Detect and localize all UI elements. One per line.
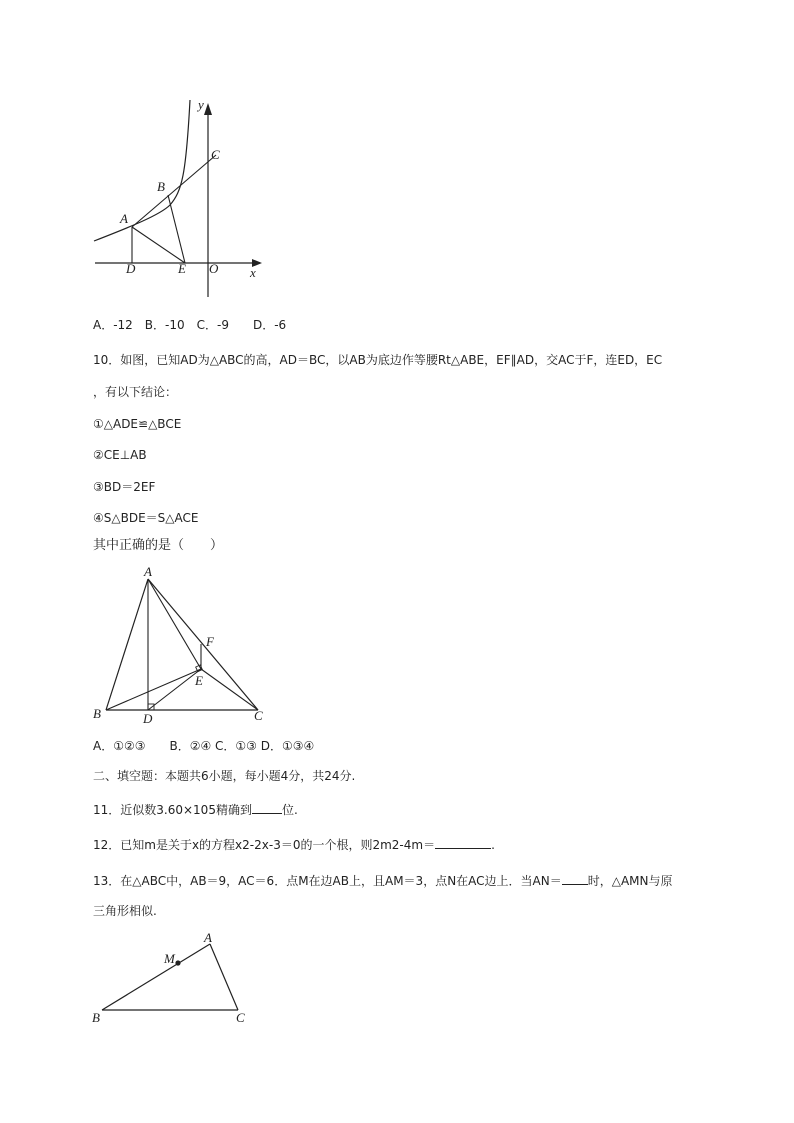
line-ac — [132, 155, 216, 227]
label-e: E — [195, 673, 203, 688]
q11-text-after: 位. — [281, 803, 298, 817]
label-m: M — [164, 951, 175, 966]
label-y: y — [198, 97, 204, 112]
q12-text-after: . — [491, 838, 495, 852]
segment-de — [148, 669, 201, 710]
label-d: D — [143, 711, 153, 726]
segment-ac — [210, 944, 238, 1010]
point-m — [175, 960, 180, 965]
q11-text-before: 11．近似数3.60×105精确到 — [93, 803, 252, 817]
label-b: B — [92, 1010, 100, 1025]
q9-figure — [90, 95, 270, 305]
q10-stem-line1: 10．如图，已知AD为△ABC的高，AD＝BC，以AB为底边作等腰Rt△ABE，EF∥AD，交AC于F，连ED，EC — [93, 353, 663, 367]
q9-figure-svg — [90, 95, 270, 305]
label-o: O — [209, 261, 219, 276]
q10-conclusion-4: ④S△BDE＝S△ACE — [93, 511, 199, 525]
q13-blank[interactable] — [562, 872, 588, 885]
y-axis-arrow — [204, 103, 212, 115]
q13-figure-svg — [90, 930, 260, 1030]
q13-text-before: 13．在△ABC中，AB＝9，AC＝6．点M在边AB上，且AM＝3，点N在AC边上．当AN＝ — [93, 874, 562, 888]
q13-line1 — [93, 872, 673, 889]
q10-conclusion-1: ①△ADE≌△BCE — [93, 417, 182, 431]
q13-line2: 三角形相似. — [93, 904, 157, 918]
q9-options: A．-12 B．-10 C．-9 D．-6 — [93, 318, 287, 332]
q10-figure-svg — [90, 563, 270, 728]
label-b: B — [93, 706, 101, 721]
q10-options: A．①②③ B．②④ C．①③ D．①③④ — [93, 739, 315, 753]
q13-figure — [90, 930, 260, 1030]
q11-blank[interactable] — [252, 801, 282, 814]
label-f: F — [206, 634, 214, 649]
q10-stem-line2: ，有以下结论： — [93, 385, 178, 399]
q12-blank[interactable] — [435, 836, 491, 849]
q10-question: 其中正确的是（ ） — [93, 538, 224, 553]
label-c: C — [236, 1010, 245, 1025]
label-e: E — [178, 261, 186, 276]
segment-ac — [148, 579, 258, 710]
label-a: A — [204, 930, 212, 945]
label-a: A — [120, 211, 128, 226]
q12-text-before: 12．已知m是关于x的方程x2-2x-3＝0的一个根，则2m2-4m＝ — [93, 838, 436, 852]
segment-ab — [102, 944, 210, 1010]
q13-text-after: 时，△AMN与原 — [587, 874, 673, 888]
label-d: D — [126, 261, 136, 276]
label-c: C — [254, 708, 263, 723]
q10-conclusion-3: ③BD＝2EF — [93, 480, 156, 494]
q10-figure — [90, 563, 270, 728]
q12-line — [93, 836, 495, 853]
label-a: A — [144, 564, 152, 579]
hyperbola-curve — [94, 100, 190, 241]
label-b: B — [157, 179, 165, 194]
q10-conclusion-2: ②CE⊥AB — [93, 448, 147, 462]
section-2-title: 二、填空题：本题共6小题，每小题4分，共24分. — [93, 769, 356, 783]
q11-line — [93, 801, 298, 818]
segment-ab — [106, 579, 148, 710]
segment-ae — [148, 579, 201, 669]
label-x: x — [250, 265, 256, 280]
label-c: C — [211, 147, 220, 162]
